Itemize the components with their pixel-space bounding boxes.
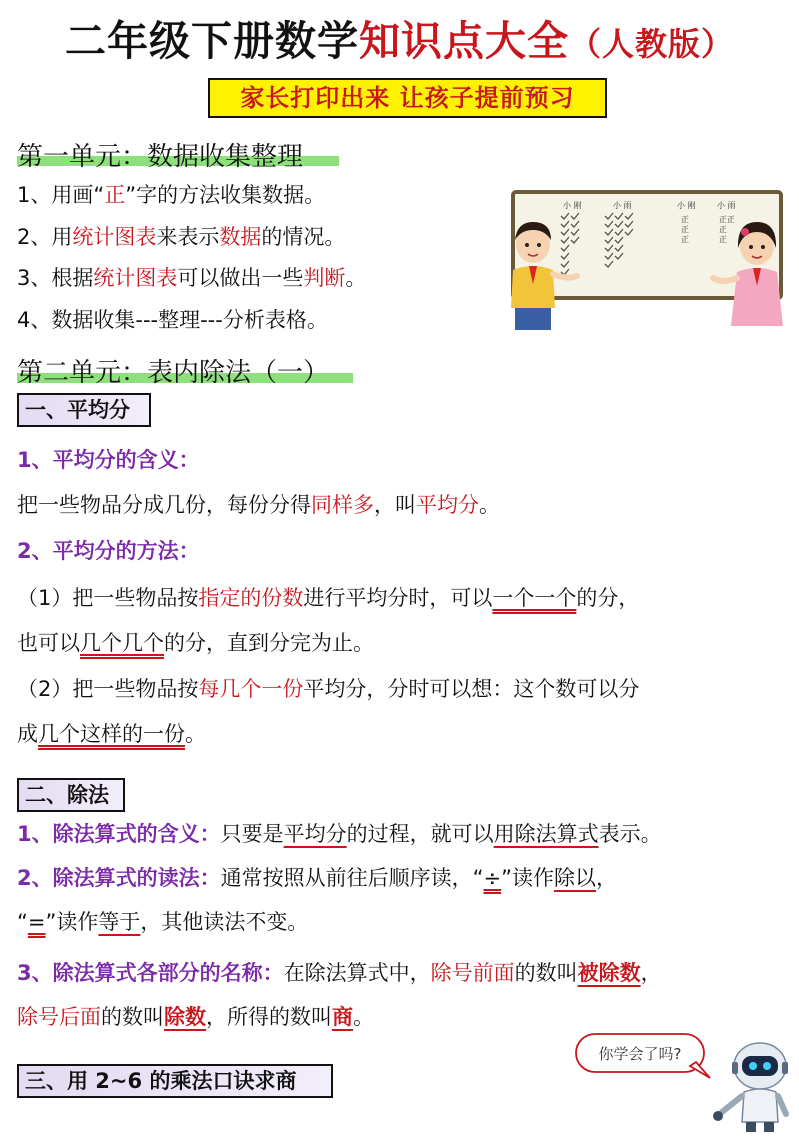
title-part-knowledge: 知识点大全 xyxy=(358,17,569,65)
division-reading-cont: “=”读作等于，其他读法不变。 xyxy=(17,910,309,934)
average-method-2-cont: 成几个这样的一份。 xyxy=(17,722,206,746)
svg-text:正: 正 xyxy=(719,215,727,224)
page-title xyxy=(0,8,799,67)
section-heading-multiplication: 三、用 2~6 的乘法口诀求商 xyxy=(17,1064,333,1098)
svg-text:正: 正 xyxy=(681,235,689,244)
average-meaning-question: 1、平均分的含义： xyxy=(17,448,200,472)
speech-bubble xyxy=(576,1034,710,1078)
unit1-item-3: 3、根据统计图表可以做出一些判断。 xyxy=(17,266,367,290)
division-meaning: 1、除法算式的含义：只要是平均分的过程，就可以用除法算式表示。 xyxy=(17,822,662,846)
average-method-1-cont: 也可以几个几个的分，直到分完为止。 xyxy=(17,631,374,655)
title-part-edition: （人教版） xyxy=(568,25,734,63)
average-meaning-text: 把一些物品分成几份，每份分得同样多，叫平均分。 xyxy=(17,493,500,517)
section-heading-average: 一、平均分 xyxy=(17,393,151,427)
section-heading-division: 二、除法 xyxy=(17,778,125,812)
robot-illustration xyxy=(572,1026,794,1134)
division-parts-cont: 除号后面的数叫除数，所得的数叫商。 xyxy=(17,1005,374,1029)
board-col-1: 小 刚 xyxy=(563,201,582,210)
unit1-item-1: 1、用画“正”字的方法收集数据。 xyxy=(17,183,326,207)
board-col-3: 小 刚 xyxy=(677,201,696,210)
unit2-title: 第二单元：表内除法（一） xyxy=(17,358,330,388)
svg-text:正: 正 xyxy=(719,235,727,244)
title-part-grade: 二年级下册数学 xyxy=(64,17,359,65)
board-col-2: 小 雨 xyxy=(613,201,632,210)
board-col-4: 小 雨 xyxy=(717,201,736,210)
bubble-text: 你学会了吗? xyxy=(598,1045,682,1063)
average-method-1: （1）把一些物品按指定的份数进行平均分时，可以一个一个的分， xyxy=(17,586,640,610)
tally-board-illustration xyxy=(505,188,787,334)
unit1-item-2: 2、用统计图表来表示数据的情况。 xyxy=(17,225,346,249)
robot-figure xyxy=(713,1043,788,1132)
unit1-item-4: 4、数据收集---整理---分析表格。 xyxy=(17,308,328,332)
svg-text:正: 正 xyxy=(719,225,727,234)
division-reading: 2、除法算式的读法：通常按照从前往后顺序读，“÷”读作除以， xyxy=(17,866,618,890)
svg-text:正: 正 xyxy=(727,215,735,224)
svg-text:正: 正 xyxy=(681,215,689,224)
division-parts: 3、除法算式各部分的名称：在除法算式中，除号前面的数叫被除数， xyxy=(17,961,662,985)
average-method-question: 2、平均分的方法： xyxy=(17,539,200,563)
unit1-title: 第一单元：数据收集整理 xyxy=(17,142,304,172)
average-method-2: （2）把一些物品按每几个一份平均分，分时可以想：这个数可以分 xyxy=(17,677,640,701)
print-banner: 家长打印出来 让孩子提前预习 xyxy=(208,78,607,118)
svg-text:正: 正 xyxy=(681,225,689,234)
